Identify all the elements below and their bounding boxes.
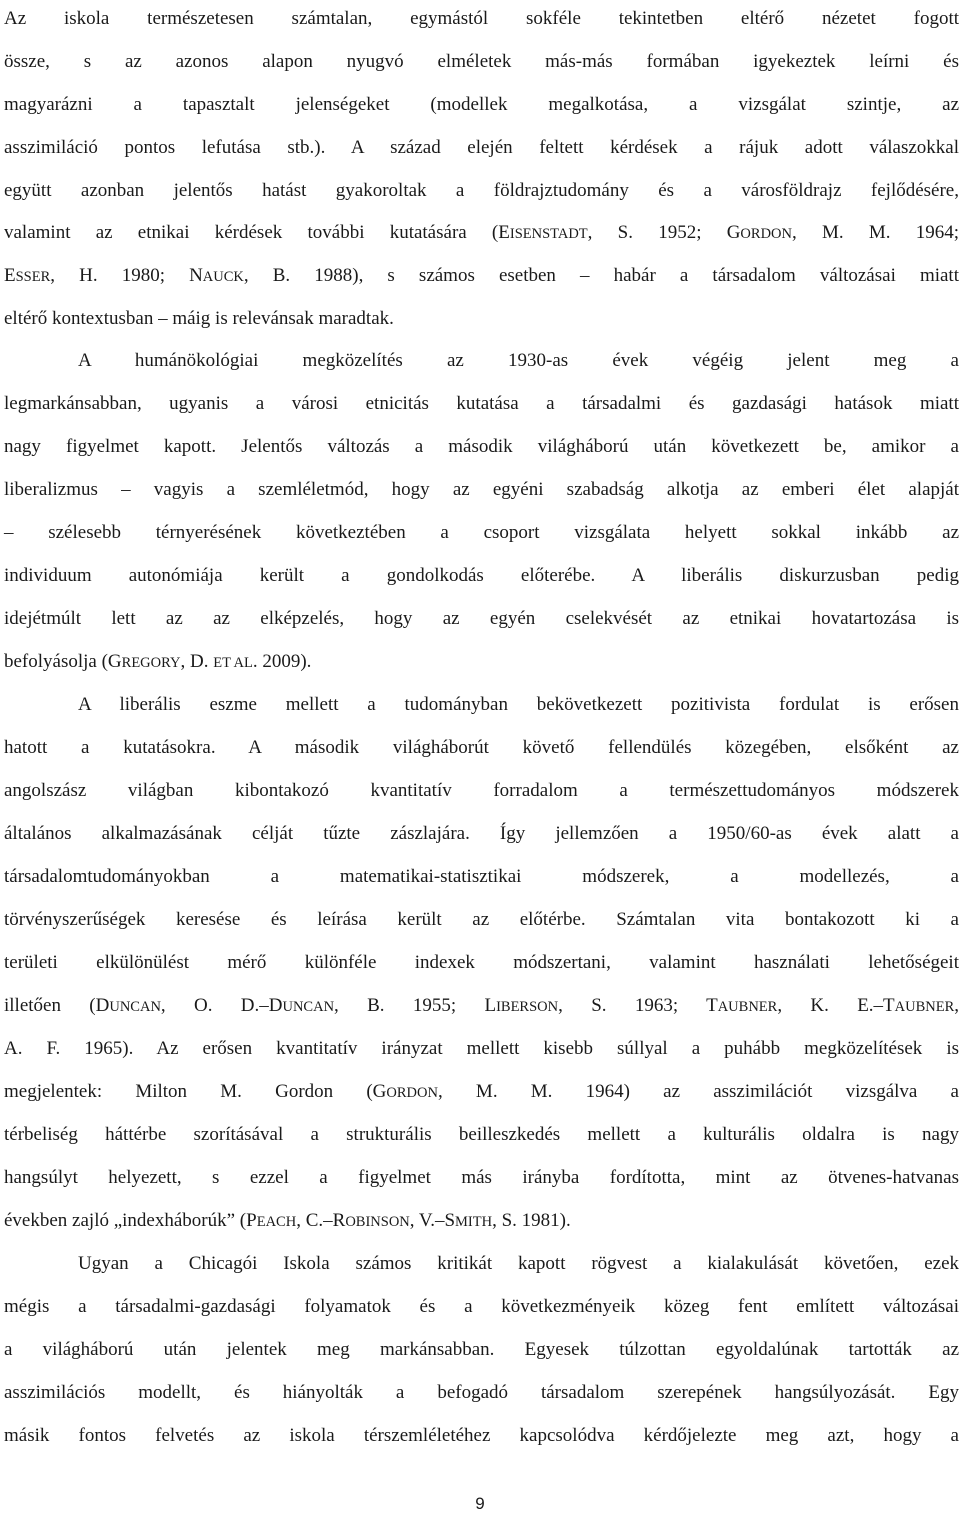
text-line: általános alkalmazásának célját tűzte zászlajára. Így jellemzően a 1950/60-as évek alatt a xyxy=(4,823,959,844)
text-run: , xyxy=(954,995,960,1016)
text-run: illetően (D xyxy=(4,995,110,1016)
text-line: legmarkánsabban, ugyanis a városi etnicitás kutatása a társadalmi és gazdasági hatások miatt xyxy=(4,393,959,414)
text-line: A liberális eszme mellett a tudományban bekövetkezett pozitivista fordulat is erősen xyxy=(78,694,959,715)
text-run: . 2009). xyxy=(252,651,312,672)
text-run: , B. 1955; L xyxy=(334,995,497,1016)
small-caps-text: OBINSON xyxy=(345,1214,410,1230)
text-line: hatott a kutatásokra. A második világháborút követő fellendülés közegében, elsőként az xyxy=(4,737,959,758)
small-caps-text: MITH xyxy=(455,1214,493,1230)
text-line: asszimilációs modellt, és hiányolták a befogadó társadalom szerepének hangsúlyozását. Egy xyxy=(4,1382,959,1403)
text-run: , M. M. 1964) az asszimilációt vizsgálva a xyxy=(437,1081,959,1102)
text-line: A humánökológiai megközelítés az 1930-as évek végéig jelent meg a xyxy=(78,350,959,371)
small-caps-text: ET AL xyxy=(213,655,253,671)
text-line: eltérő kontextusban – máig is relevánsak maradtak. xyxy=(4,308,394,329)
small-caps-text: UNCAN xyxy=(282,999,335,1015)
text-run: , M. M. 1964; xyxy=(791,222,959,243)
small-caps-text: ISENSTADT xyxy=(509,226,588,242)
text-line: együtt azonban jelentős hatást gyakoroltak a földrajztudomány és a városföldrajz fejlődésére, xyxy=(4,180,959,201)
small-caps-text: UNCAN xyxy=(109,999,161,1015)
small-caps-text: IBERSON xyxy=(496,999,559,1015)
text-run: befolyásolja (G xyxy=(4,651,122,672)
text-line: asszimiláció pontos lefutása stb.). A század elején feltett kérdések a rájuk adott válaszokkal xyxy=(4,137,959,158)
text-line xyxy=(4,1206,959,1236)
text-line: Az iskola természetesen számtalan, egymástól sokféle tekintetben eltérő nézetet fogott xyxy=(4,8,959,29)
text-line: térbeliség háttérbe szorításával a strukturális beilleszkedés mellett a kulturális oldalra is nagy xyxy=(4,1124,959,1145)
text-run: , O. D.–D xyxy=(160,995,283,1016)
text-run: , B. 1988), s számos esetben – habár a társadalom változásai miatt xyxy=(243,265,959,286)
text-run: , D. xyxy=(180,651,214,672)
text-run: , C.–R xyxy=(296,1210,346,1231)
text-run: , K. E.–T xyxy=(777,995,895,1016)
text-line xyxy=(4,991,959,1021)
text-line: törvényszerűségek keresése és leírása került az előtérbe. Számtalan vita bontakozott ki a xyxy=(4,909,959,930)
text-line: nagy figyelmet kapott. Jelentős változás a második világháború után következett be, amikor a xyxy=(4,436,959,457)
text-run: , S. 1963; T xyxy=(558,995,718,1016)
text-line: másik fontos felvetés az iskola térszemléletéhez kapcsolódva kérdőjelezte meg azt, hogy a xyxy=(4,1425,959,1446)
text-line xyxy=(4,647,959,677)
text-run: , H. 1980; N xyxy=(50,265,203,286)
text-line: A. F. 1965). Az erősen kvantitatív irányzat mellett kisebb súllyal a puhább megközelítések is xyxy=(4,1038,959,1059)
text-line: Ugyan a Chicagói Iskola számos kritikát kapott rögvest a kialakulását követően, ezek xyxy=(78,1253,959,1274)
text-line: hangsúlyt helyezett, s ezzel a figyelmet más irányba fordította, mint az ötvenes-hatvanas xyxy=(4,1167,959,1188)
text-run: években zajló „indexháborúk” (P xyxy=(4,1210,257,1231)
text-line: területi elkülönülést mérő különféle indexek módszertani, valamint használati lehetőségeit xyxy=(4,952,959,973)
text-line xyxy=(4,218,959,248)
text-line: liberalizmus – vagyis a szemléletmód, hogy az egyéni szabadság alkotja az emberi élet alapját xyxy=(4,479,959,500)
page-number: 9 xyxy=(475,1494,485,1513)
text-line: angolszász világban kibontakozó kvantitatív forradalom a természettudományos módszerek xyxy=(4,780,959,801)
text-run: megjelentek: Milton M. Gordon (G xyxy=(4,1081,387,1102)
text-run: , V.–S xyxy=(409,1210,456,1231)
small-caps-text: AUCK xyxy=(202,269,244,285)
text-line: – szélesebb térnyerésének következtében a csoport vizsgálata helyett sokkal inkább az xyxy=(4,522,959,543)
text-run: , S. 1981). xyxy=(492,1210,571,1231)
text-run: , S. 1952; G xyxy=(587,222,741,243)
small-caps-text: SSER xyxy=(15,269,51,285)
small-caps-text: AUBNER xyxy=(894,999,955,1015)
text-line xyxy=(4,1077,959,1107)
text-line: a világháború után jelentek meg markánsabban. Egyesek túlzottan egyoldalúnak tartották az xyxy=(4,1339,959,1360)
small-caps-text: ORDON xyxy=(740,226,792,242)
small-caps-text: REGORY xyxy=(121,655,181,671)
text-line: idejétmúlt lett az az elképzelés, hogy az egyén cselekvését az etnikai hovatartozása is xyxy=(4,608,959,629)
text-run: E xyxy=(4,265,16,286)
text-run: valamint az etnikai kérdések további kutatására (E xyxy=(4,222,510,243)
small-caps-text: AUBNER xyxy=(717,999,778,1015)
text-line: társadalomtudományokban a matematikai-statisztikai módszerek, a modellezés, a xyxy=(4,866,959,887)
small-caps-text: ORDON xyxy=(386,1085,438,1101)
text-line: magyarázni a tapasztalt jelenségeket (modellek megalkotása, a vizsgálat szintje, az xyxy=(4,94,959,115)
small-caps-text: EACH xyxy=(256,1214,297,1230)
text-line: mégis a társadalmi-gazdasági folyamatok és a következményeik közeg fent említett változásai xyxy=(4,1296,959,1317)
text-line: össze, s az azonos alapon nyugvó elméletek más-más formában igyekeztek leírni és xyxy=(4,51,959,72)
text-line: individuum autonómiája került a gondolkodás előterébe. A liberális diskurzusban pedig xyxy=(4,565,959,586)
text-line xyxy=(4,261,959,291)
